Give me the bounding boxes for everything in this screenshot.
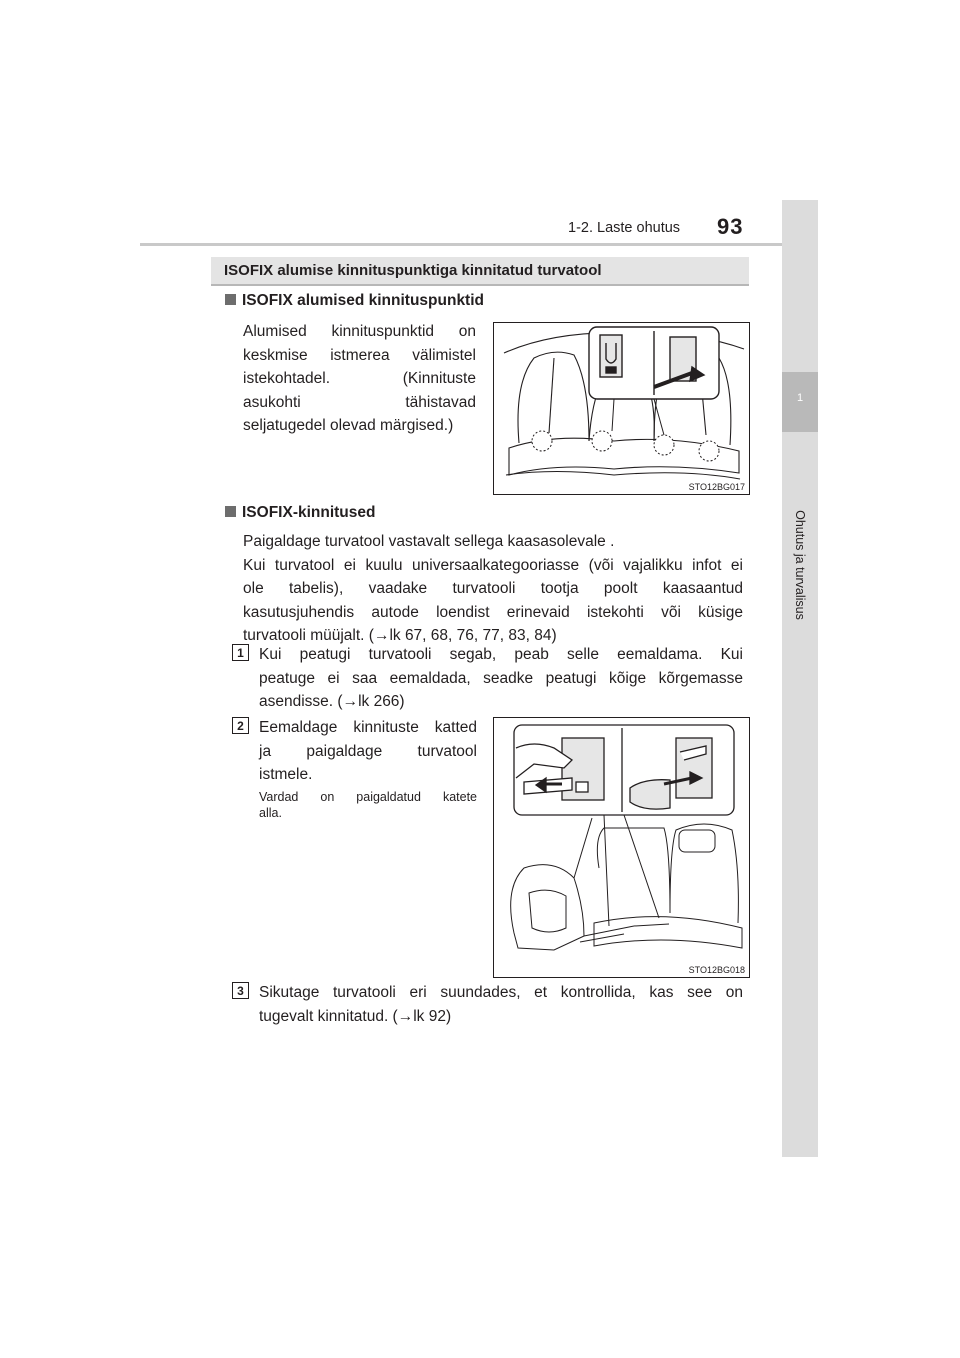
text-line: asendisse. (→lk 266) <box>259 693 405 710</box>
anchor-marker <box>699 441 719 461</box>
figure-code: STO12BG017 <box>688 482 745 492</box>
subheading-isofix-attachments <box>225 504 375 522</box>
text-line: Kui turvatool ei kuulu universaalkategooriasse (või vajalikku infot ei <box>243 556 743 574</box>
text-line: Eemaldage kinnituste katted <box>259 719 477 736</box>
text-line: seljatugedel olevad märgised.) <box>243 417 454 434</box>
chapter-title-text: Ohutus ja turvalisus <box>793 510 807 620</box>
subheading-isofix-attachments-text: ISOFIX-kinnitused <box>242 504 376 521</box>
text-line: keskmise istmerea välimistel <box>243 346 476 364</box>
anchor-marker <box>654 435 674 455</box>
anchor-marker <box>532 431 552 451</box>
section-title: ISOFIX alumise kinnituspunktiga kinnitatud turvatool <box>224 262 602 279</box>
text-line: tugevalt kinnitatud. (→lk 92) <box>259 1007 452 1025</box>
step-1-text <box>259 643 743 714</box>
anchor-marker <box>592 431 612 451</box>
subheading-anchors-text: ISOFIX alumised kinnituspunktid <box>242 292 484 309</box>
seat-installation-illustration <box>494 718 749 977</box>
chapter-title <box>750 510 850 620</box>
chapter-number: 1 <box>796 392 804 404</box>
text-line: ole tabelis), vaadake turvatooli tootja poolt kaasaantud <box>243 580 743 597</box>
text-line: turvatooli müüjalt. (→lk 67, 68, 76, 77, 83, 84) <box>243 627 557 644</box>
header-rule <box>140 243 818 246</box>
chapter-side-bar <box>782 200 818 1157</box>
figure-seat-installation <box>493 717 750 978</box>
page-number: 93 <box>717 214 744 239</box>
anchors-description <box>243 320 476 438</box>
square-bullet-icon <box>225 294 236 305</box>
step-2-text <box>259 716 477 787</box>
step-number-box: 2 <box>232 717 249 734</box>
square-bullet-icon <box>225 506 236 517</box>
text-line: asukohti tähistavad <box>243 393 476 411</box>
subheading-anchors <box>225 292 484 310</box>
text-line: kasutusjuhendis autode loendist erinevaid istekohti või küsige <box>243 603 743 621</box>
step-number-box: 3 <box>232 982 249 999</box>
text-line: Paigaldage turvatool vastavalt sellega kaasasolevale . <box>243 533 615 550</box>
text-line: Kui peatugi turvatooli segab, peab selle eemaldama. Kui <box>259 646 743 663</box>
step-2-note <box>259 789 477 821</box>
text-line: istekohtadel. (Kinnituste <box>243 370 476 387</box>
rear-seat-illustration <box>494 323 749 494</box>
note-line: Vardad on paigaldatud katete <box>259 790 477 804</box>
text-line: Alumised kinnituspunktid on <box>243 323 476 340</box>
figure-code: STO12BG018 <box>688 965 745 975</box>
figure-rear-seat-anchors <box>493 322 750 495</box>
isofix-description <box>243 530 743 648</box>
note-line: alla. <box>259 806 282 820</box>
section-label: 1-2. Laste ohutus <box>568 220 681 236</box>
text-line: peatuge ei saa eemaldada, seadke peatugi kõige kõrgemasse <box>259 669 743 687</box>
step-number-box: 1 <box>232 644 249 661</box>
text-line: istmele. <box>259 766 313 783</box>
text-line: Sikutage turvatooli eri suundades, et kontrollida, kas see on <box>259 984 743 1001</box>
text-line: ja paigaldage turvatool <box>259 742 477 760</box>
step-3-text <box>259 981 743 1028</box>
